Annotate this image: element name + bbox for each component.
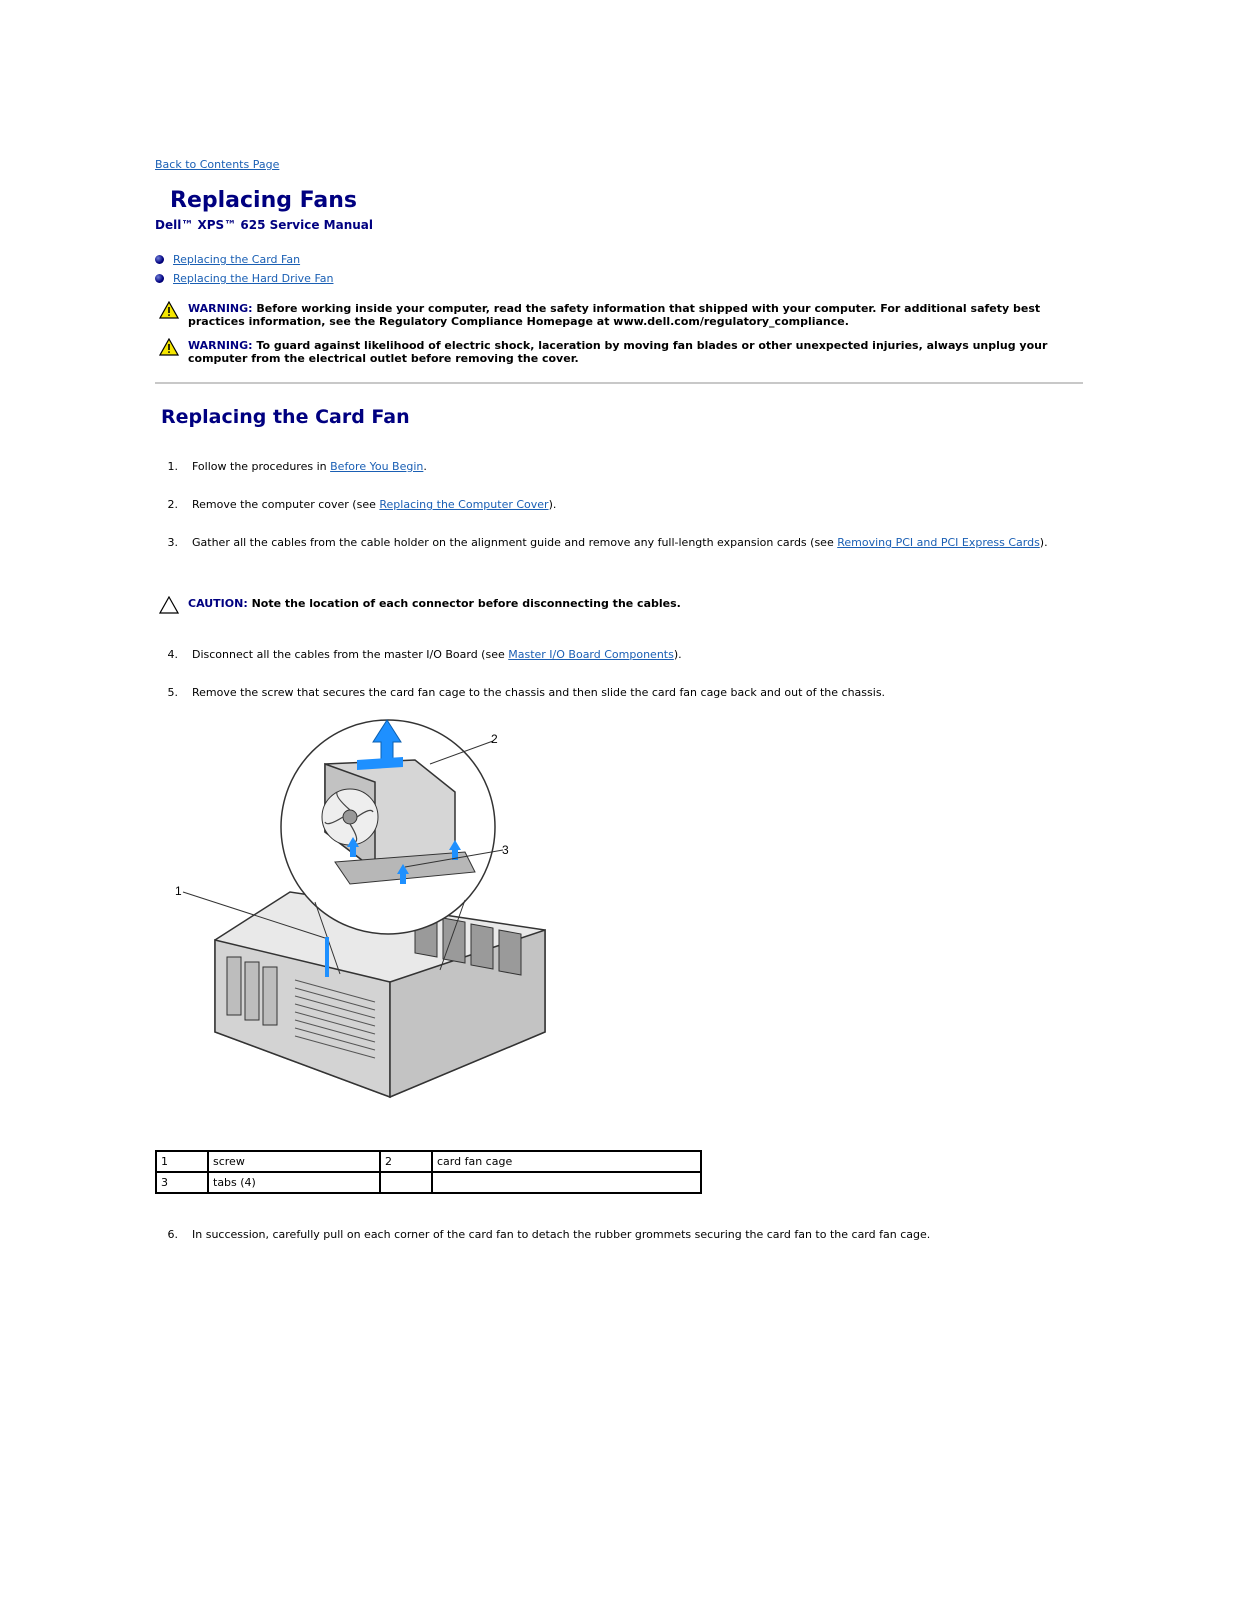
table-cell: [432, 1172, 701, 1193]
master-io-board-link[interactable]: Master I/O Board Components: [508, 648, 674, 661]
warning-text: Before working inside your computer, read the safety information that shipped with your computer. For additional safety best practices information, see the Regulatory Compliance Homepage at www.dell.com/regulatory_compliance.: [188, 302, 1041, 328]
bullet-icon: [155, 255, 164, 264]
toc-link-card-fan[interactable]: Replacing the Card Fan: [173, 253, 301, 266]
manual-subtitle: Dell™ XPS™ 625 Service Manual: [155, 218, 373, 232]
caution-label: CAUTION:: [188, 597, 248, 610]
step-text: Follow the procedures in: [192, 460, 331, 473]
table-cell: [380, 1172, 432, 1193]
warning-label: WARNING:: [188, 339, 253, 352]
table-of-contents: [155, 250, 333, 288]
step-number: 1.: [167, 460, 178, 473]
section-title: Replacing the Card Fan: [161, 406, 410, 428]
bullet-icon: [155, 274, 164, 283]
step-number: 6.: [167, 1228, 178, 1241]
step-text: .: [423, 460, 427, 473]
card-fan-cage-illustration: [175, 712, 550, 1102]
table-cell: 2: [380, 1151, 432, 1172]
step-number: 4.: [167, 648, 178, 661]
table-cell: screw: [208, 1151, 380, 1172]
page-title: Replacing Fans: [170, 188, 357, 213]
warning-triangle-icon: [159, 301, 179, 319]
step-text: Remove the screw that secures the card fan cage to the chassis and then slide the card fan cage back and out of the chassis.: [192, 686, 886, 699]
table-row: [156, 1172, 701, 1193]
table-cell: 3: [156, 1172, 208, 1193]
parts-table: [155, 1150, 702, 1194]
caution-triangle-icon: [159, 596, 179, 614]
table-cell: 1: [156, 1151, 208, 1172]
step-text: ).: [1039, 536, 1048, 549]
step-text: ).: [548, 498, 557, 511]
step-text: Gather all the cables from the cable holder on the alignment guide and remove any full-length expansion cards (see: [192, 536, 838, 549]
toc-item: [155, 250, 333, 269]
table-cell: tabs (4): [208, 1172, 380, 1193]
step-text: In succession, carefully pull on each corner of the card fan to detach the rubber grommets securing the card fan to the card fan cage.: [192, 1228, 931, 1241]
before-you-begin-link[interactable]: Before You Begin: [330, 460, 424, 473]
callout-label: 1: [175, 884, 182, 898]
table-row: [156, 1151, 701, 1172]
back-to-contents-link[interactable]: Back to Contents Page: [155, 158, 280, 171]
toc-link-hard-drive-fan[interactable]: Replacing the Hard Drive Fan: [173, 272, 334, 285]
replacing-computer-cover-link[interactable]: Replacing the Computer Cover: [379, 498, 549, 511]
step-text: Disconnect all the cables from the master I/O Board (see: [192, 648, 509, 661]
callout-label: 2: [491, 732, 498, 746]
removing-pci-cards-link[interactable]: Removing PCI and PCI Express Cards: [837, 536, 1040, 549]
step-number: 5.: [167, 686, 178, 699]
toc-item: [155, 269, 333, 288]
callout-label: 3: [502, 843, 509, 857]
section-divider: [155, 382, 1083, 384]
warning-text: To guard against likelihood of electric shock, laceration by moving fan blades or other unexpected injuries, always unplug your computer from the electrical outlet before removing the cover.: [188, 339, 1048, 365]
step-number: 3.: [167, 536, 178, 549]
table-cell: card fan cage: [432, 1151, 701, 1172]
warning-triangle-icon: [159, 338, 179, 356]
warning-label: WARNING:: [188, 302, 253, 315]
step-text: Remove the computer cover (see: [192, 498, 380, 511]
caution-text: Note the location of each connector before disconnecting the cables.: [251, 597, 681, 610]
step-text: ).: [673, 648, 682, 661]
step-number: 2.: [167, 498, 178, 511]
